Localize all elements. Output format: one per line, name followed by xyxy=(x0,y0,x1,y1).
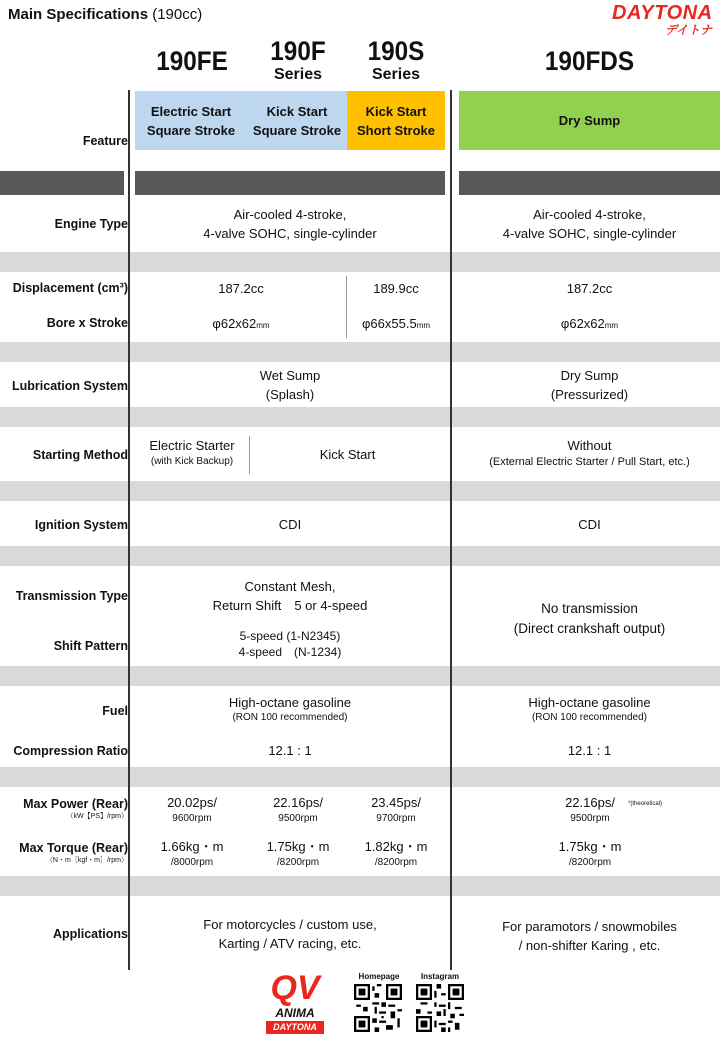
value-applications-left xyxy=(135,915,445,953)
value-line: 4-valve SOHC, single-cylinder xyxy=(502,226,677,241)
instagram-label: Instagram xyxy=(420,972,460,981)
value-line: For motorcycles / custom use, xyxy=(203,917,377,932)
value-torque-f xyxy=(248,837,348,870)
label-unit: （kW【PS】/rpm） xyxy=(66,813,128,820)
feature-190fds: Dry Sump xyxy=(459,91,720,150)
value-line: Without xyxy=(567,438,612,453)
label-text: Max Torque (Rear) xyxy=(19,841,128,855)
model-190fe xyxy=(140,46,244,76)
value-bore-s xyxy=(347,314,445,335)
value-starting-right xyxy=(459,436,720,469)
anima-logo xyxy=(262,970,328,1035)
label-shift-pattern: Shift Pattern xyxy=(53,639,128,653)
divider-bar xyxy=(135,171,445,195)
value-compression-left: 12.1 : 1 xyxy=(268,743,312,758)
value-engine-type-left xyxy=(135,205,445,243)
label-lubrication: Lubrication System xyxy=(12,379,128,393)
model-name: 190S xyxy=(367,36,425,66)
row-separator xyxy=(0,546,720,566)
value-engine-type-right xyxy=(459,205,720,243)
value-applications-right xyxy=(459,917,720,955)
label-engine-type: Engine Type xyxy=(54,217,128,231)
value-line: 20.02ps/ xyxy=(167,795,217,810)
bore-value: φ62x62 xyxy=(212,316,257,331)
value-line: High-octane gasoline xyxy=(228,695,352,710)
label-max-torque xyxy=(0,840,128,866)
feature-190fe xyxy=(135,101,247,141)
value-line: /8200rpm xyxy=(374,857,418,868)
value-line: /8200rpm xyxy=(276,857,320,868)
row-separator xyxy=(0,481,720,501)
value-torque-fe xyxy=(140,837,244,870)
value-compression-right: 12.1 : 1 xyxy=(567,743,612,758)
value-line: (Splash) xyxy=(265,387,315,402)
value-starting-fe xyxy=(135,436,249,469)
label-text: Max Power (Rear) xyxy=(23,797,128,811)
model-name: 190F xyxy=(270,36,326,66)
value-line: 1.75kg・m xyxy=(558,839,622,854)
brand-kana: デイトナ xyxy=(664,23,712,37)
homepage-label: Homepage xyxy=(358,972,400,981)
value-line: (RON 100 recommended) xyxy=(531,712,648,723)
value-line: / non-shifter Karing , etc. xyxy=(518,938,661,953)
model-name: 190FDS xyxy=(544,46,635,76)
bore-unit: mm xyxy=(604,321,619,330)
value-line: 9500rpm xyxy=(570,813,610,824)
value-displacement-fef: 187.2cc xyxy=(218,281,264,296)
value-transmission-right xyxy=(459,599,720,639)
column-divider xyxy=(128,90,130,970)
label-feature: Feature xyxy=(82,134,128,148)
value-lubrication-right xyxy=(459,366,720,404)
feature-line: Kick Start xyxy=(365,103,427,119)
value-starting-fs: Kick Start xyxy=(319,447,376,462)
value-line: Karting / ATV racing, etc. xyxy=(218,936,362,951)
value-line: 23.45ps/ xyxy=(371,795,421,810)
title-subtitle: (190cc) xyxy=(152,6,203,23)
value-line: Return Shift 5 or 4-speed xyxy=(212,598,368,613)
value-ignition-right: CDI xyxy=(578,517,601,532)
value-line: 22.16ps/ xyxy=(273,795,323,810)
value-line: 5-speed (1-N2345) xyxy=(239,629,341,643)
value-power-fds xyxy=(540,793,640,826)
label-displacement: Displacement (cm³) xyxy=(12,281,128,295)
label-max-power xyxy=(0,796,128,822)
model-190s xyxy=(346,36,446,84)
value-shift-left xyxy=(135,628,445,660)
feature-line: Electric Start xyxy=(150,104,232,119)
value-fuel-left xyxy=(135,693,445,724)
model-190fds xyxy=(459,46,720,76)
value-line: High-octane gasoline xyxy=(528,695,651,710)
label-transmission: Transmission Type xyxy=(15,589,128,603)
label-starting-method: Starting Method xyxy=(32,448,128,462)
brand-name: DAYTONA xyxy=(612,2,713,24)
feature-190s xyxy=(347,91,445,150)
value-bore-fef xyxy=(135,314,347,335)
value-line: 9500rpm xyxy=(278,813,318,824)
value-line: /8200rpm xyxy=(568,857,612,868)
value-line: Air-cooled 4-stroke, xyxy=(233,207,347,222)
model-series: Series xyxy=(273,66,323,83)
title-text: Main Specifications xyxy=(8,6,149,23)
value-line: (External Electric Starter / Pull Start, etc.) xyxy=(489,456,690,468)
value-line: 9700rpm xyxy=(376,813,416,824)
feature-line: Kick Start xyxy=(266,104,328,119)
row-separator xyxy=(0,407,720,427)
power-footnote: *(theoretical) xyxy=(628,801,663,807)
value-line: (Pressurized) xyxy=(550,387,629,402)
label-ignition: Ignition System xyxy=(34,518,128,532)
value-line: (with Kick Backup) xyxy=(150,456,234,467)
bore-unit: mm xyxy=(256,321,270,330)
page-title xyxy=(8,6,202,23)
value-bore-fds xyxy=(459,314,720,335)
value-line: /8000rpm xyxy=(170,857,214,868)
feature-190f xyxy=(247,101,347,141)
logo-qv: QV xyxy=(270,969,320,1007)
value-power-f xyxy=(248,793,348,826)
value-power-s xyxy=(346,793,446,826)
value-ignition-left: CDI xyxy=(278,517,302,532)
value-line: Electric Starter xyxy=(149,438,235,453)
label-compression: Compression Ratio xyxy=(13,744,128,758)
bore-value: φ62x62 xyxy=(560,316,605,331)
label-bore-stroke: Bore x Stroke xyxy=(46,316,128,330)
model-name: 190FE xyxy=(156,46,228,76)
feature-line: Square Stroke xyxy=(252,123,342,138)
value-line: For paramotors / snowmobiles xyxy=(502,919,677,934)
label-applications: Applications xyxy=(52,927,128,941)
value-line: Constant Mesh, xyxy=(244,579,336,594)
feature-line: Short Stroke xyxy=(356,122,435,138)
value-line: 1.66kg・m xyxy=(160,839,224,854)
label-unit: （N・m［kgf・m］/rpm） xyxy=(45,857,128,864)
value-line: 1.75kg・m xyxy=(266,839,330,854)
instagram-qr-icon[interactable] xyxy=(416,984,464,1032)
value-line: Dry Sump xyxy=(560,368,619,383)
bore-value: φ66x55.5 xyxy=(361,316,417,331)
value-line: 9600rpm xyxy=(172,813,212,824)
row-separator xyxy=(0,342,720,362)
divider-bar xyxy=(459,171,720,195)
homepage-qr-icon[interactable] xyxy=(354,984,402,1032)
value-displacement-s: 189.9cc xyxy=(373,281,419,296)
row-separator xyxy=(0,876,720,896)
bore-unit: mm xyxy=(416,321,431,330)
feature-line: Square Stroke xyxy=(146,123,236,138)
value-displacement-fds: 187.2cc xyxy=(566,281,613,296)
value-line: (Direct crankshaft output) xyxy=(513,621,666,636)
value-torque-fds xyxy=(540,837,640,870)
value-line: 4-valve SOHC, single-cylinder xyxy=(203,226,377,241)
value-torque-s xyxy=(346,837,446,870)
value-line: 22.16ps/ xyxy=(565,795,615,810)
row-separator xyxy=(0,767,720,787)
label-fuel: Fuel xyxy=(102,704,128,718)
value-line: No transmission xyxy=(541,601,638,616)
value-line: 1.82kg・m xyxy=(364,839,428,854)
row-separator xyxy=(0,252,720,272)
value-line: Wet Sump xyxy=(259,368,321,383)
value-line: 4-speed (N-1234) xyxy=(238,645,342,659)
value-fuel-right xyxy=(459,693,720,724)
value-lubrication-left xyxy=(135,366,445,404)
value-line: Air-cooled 4-stroke, xyxy=(533,207,646,222)
logo-anima: ANIMA xyxy=(275,1006,315,1020)
model-series: Series xyxy=(371,66,421,83)
model-190f xyxy=(248,36,348,84)
divider-bar xyxy=(0,171,124,195)
value-transmission-left xyxy=(135,577,445,615)
value-line: (RON 100 recommended) xyxy=(232,712,348,723)
brand-logo xyxy=(612,2,712,36)
logo-daytona: DAYTONA xyxy=(266,1021,324,1034)
row-separator xyxy=(0,666,720,686)
column-divider xyxy=(450,90,452,970)
value-power-fe xyxy=(140,793,244,826)
